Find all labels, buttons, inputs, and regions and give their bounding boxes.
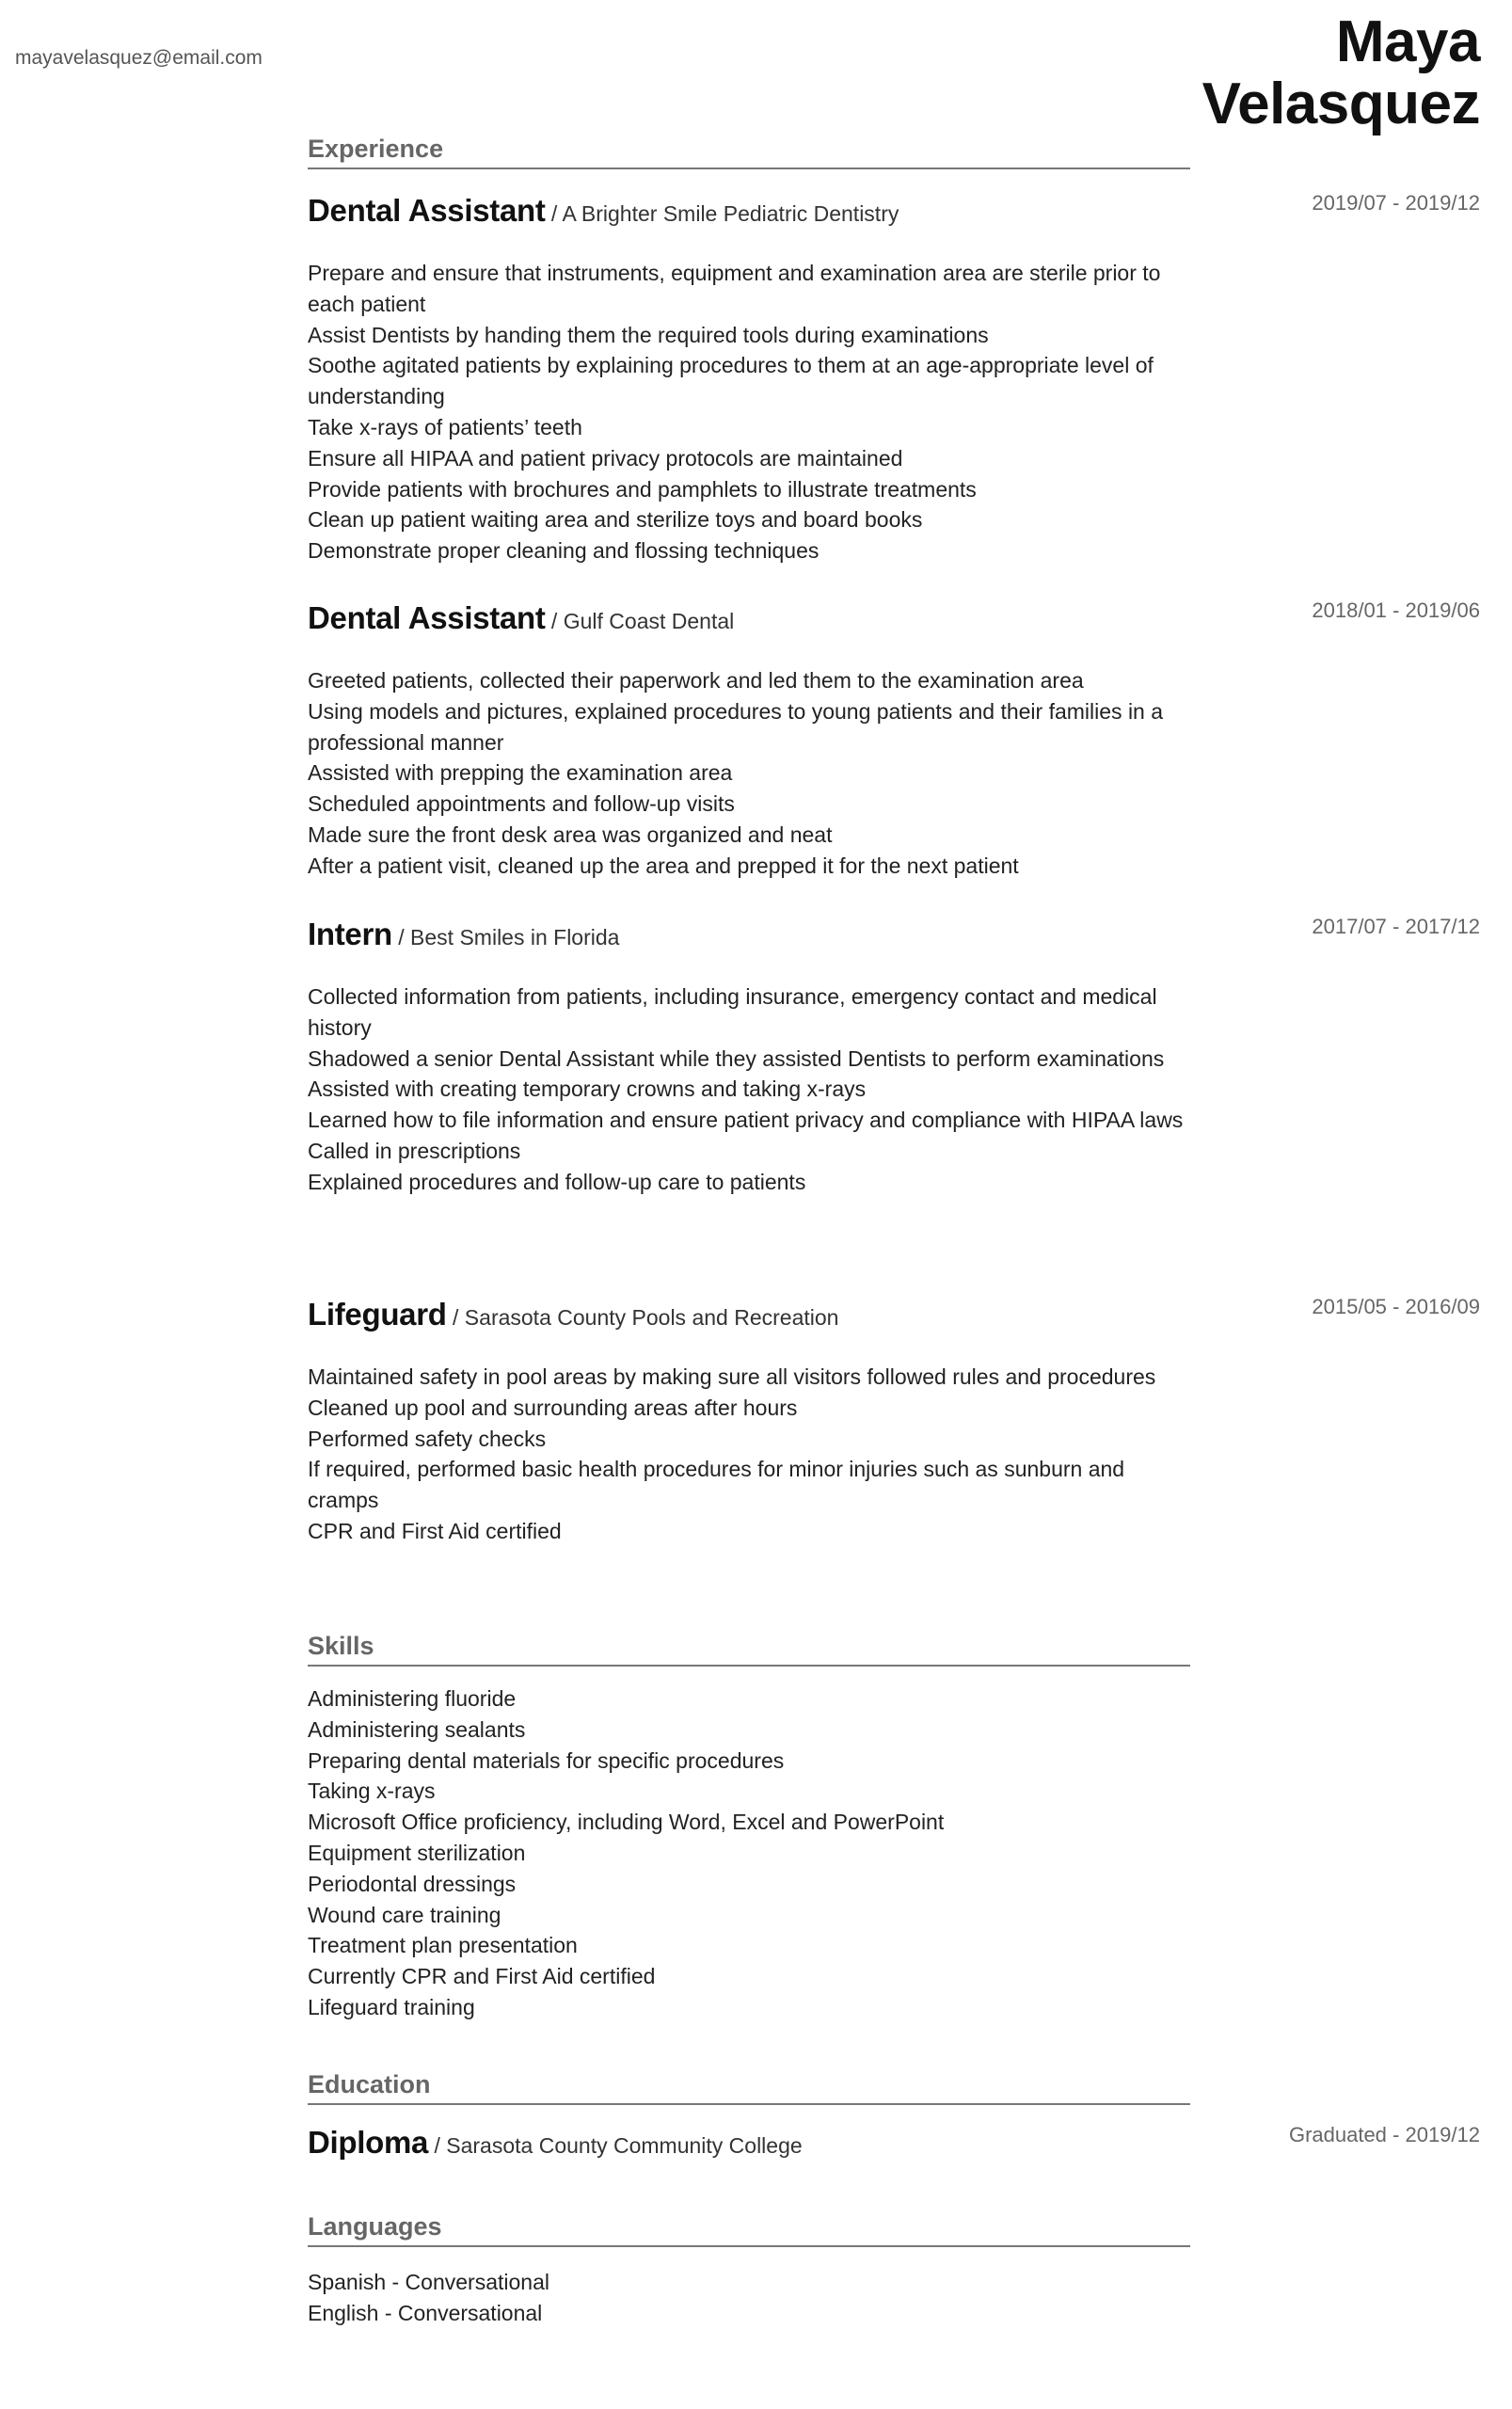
job-duties (308, 981, 1190, 1198)
job-entry (308, 599, 1190, 882)
duty-item: Cleaned up pool and surrounding areas after hours (308, 1395, 798, 1420)
duty-item: Performed safety checks (308, 1426, 547, 1451)
skills-list (308, 1683, 1190, 2023)
education-heading: Education (308, 2070, 1190, 2105)
skill-item: Equipment sterilization (308, 1840, 526, 1865)
duty-item: Ensure all HIPAA and patient privacy protocols are maintained (308, 445, 903, 471)
education-header (308, 2124, 1190, 2162)
contact-email: mayavelasquez@email.com (15, 47, 263, 69)
job-company: / Gulf Coast Dental (545, 609, 735, 633)
job-company: / A Brighter Smile Pediatric Dentistry (545, 201, 899, 226)
job-header (308, 192, 1190, 230)
job-duties (308, 258, 1190, 566)
duty-item: Clean up patient waiting area and sterilize toys and board books (308, 507, 923, 533)
experience-heading: Experience (308, 135, 1190, 169)
skill-item: Treatment plan presentation (308, 1933, 578, 1958)
job-dates: 2018/01 - 2019/06 (1312, 598, 1480, 622)
job-title: Lifeguard (308, 1297, 447, 1332)
duty-item: After a patient visit, cleaned up the area and prepped it for the next patient (308, 853, 1019, 878)
job-entry (308, 1296, 1190, 1547)
skills-heading: Skills (308, 1632, 1190, 1667)
duty-item: If required, performed basic health procedures for minor injuries such as sunburn and cramps (308, 1457, 1125, 1513)
duty-item: Explained procedures and follow-up care to patients (308, 1169, 806, 1194)
skill-item: Administering sealants (308, 1716, 526, 1742)
duty-item: Demonstrate proper cleaning and flossing techniques (308, 538, 820, 564)
name-first: Maya (1335, 9, 1480, 74)
languages-heading: Languages (308, 2212, 1190, 2247)
job-header (308, 1296, 1190, 1333)
duty-item: Assisted with prepping the examination area (308, 760, 733, 786)
duty-item: Soothe agitated patients by explaining procedures to them at an age-appropriate level of understanding (308, 353, 1154, 409)
duty-item: Using models and pictures, explained procedures to young patients and their families in a professional manner (308, 698, 1164, 755)
duty-item: Take x-rays of patients’ teeth (308, 414, 582, 439)
languages-list (308, 2267, 1190, 2329)
duty-item: Prepare and ensure that instruments, equipment and examination area are sterile prior to each patient (308, 261, 1161, 316)
skill-item: Preparing dental materials for specific procedures (308, 1747, 785, 1773)
duty-item: Assisted with creating temporary crowns and taking x-rays (308, 1077, 867, 1102)
duty-item: Made sure the front desk area was organized and neat (308, 822, 833, 847)
language-item: English - Conversational (308, 2300, 543, 2325)
skill-item: Lifeguard training (308, 1994, 475, 2019)
skill-item: Wound care training (308, 1902, 501, 1927)
language-item: Spanish - Conversational (308, 2270, 549, 2294)
job-header (308, 599, 1190, 637)
job-title: Dental Assistant (308, 193, 546, 228)
job-company: / Best Smiles in Florida (391, 925, 620, 949)
job-title: Intern (308, 917, 392, 951)
job-duties (308, 665, 1190, 882)
job-title: Dental Assistant (308, 600, 546, 635)
job-entry (308, 916, 1190, 1198)
duty-item: Maintained safety in pool areas by making sure all visitors followed rules and procedures (308, 1364, 1156, 1389)
skill-item: Administering fluoride (308, 1686, 517, 1711)
job-dates: 2015/05 - 2016/09 (1312, 1295, 1480, 1318)
name-last: Velasquez (1202, 72, 1480, 136)
education-dates: Graduated - 2019/12 (1288, 2123, 1480, 2146)
education-entry (308, 2124, 1190, 2162)
job-dates: 2019/07 - 2019/12 (1312, 191, 1480, 215)
duty-item: CPR and First Aid certified (308, 1518, 562, 1543)
skill-item: Periodontal dressings (308, 1871, 517, 1896)
job-dates: 2017/07 - 2017/12 (1312, 915, 1480, 938)
school-name: / Sarasota County Community College (428, 2133, 803, 2158)
duty-item: Called in prescriptions (308, 1138, 521, 1163)
skill-item: Microsoft Office proficiency, including Word, Excel and PowerPoint (308, 1810, 945, 1835)
candidate-name (1085, 11, 1480, 136)
duty-item: Assist Dentists by handing them the required tools during examinations (308, 322, 989, 347)
duty-item: Shadowed a senior Dental Assistant while they assisted Dentists to perform examinations (308, 1045, 1165, 1071)
duty-item: Scheduled appointments and follow-up visits (308, 791, 735, 817)
job-duties (308, 1362, 1190, 1547)
job-header (308, 916, 1190, 953)
duty-item: Collected information from patients, including insurance, emergency contact and medical history (308, 984, 1157, 1040)
duty-item: Greeted patients, collected their paperwork and led them to the examination area (308, 668, 1084, 693)
degree-title: Diploma (308, 2125, 429, 2160)
skill-item: Taking x-rays (308, 1779, 436, 1804)
skill-item: Currently CPR and First Aid certified (308, 1964, 656, 1989)
duty-item: Learned how to file information and ensure patient privacy and compliance with HIPAA laws (308, 1108, 1184, 1133)
duty-item: Provide patients with brochures and pamphlets to illustrate treatments (308, 476, 977, 502)
job-company: / Sarasota County Pools and Recreation (446, 1305, 839, 1330)
job-entry (308, 192, 1190, 566)
